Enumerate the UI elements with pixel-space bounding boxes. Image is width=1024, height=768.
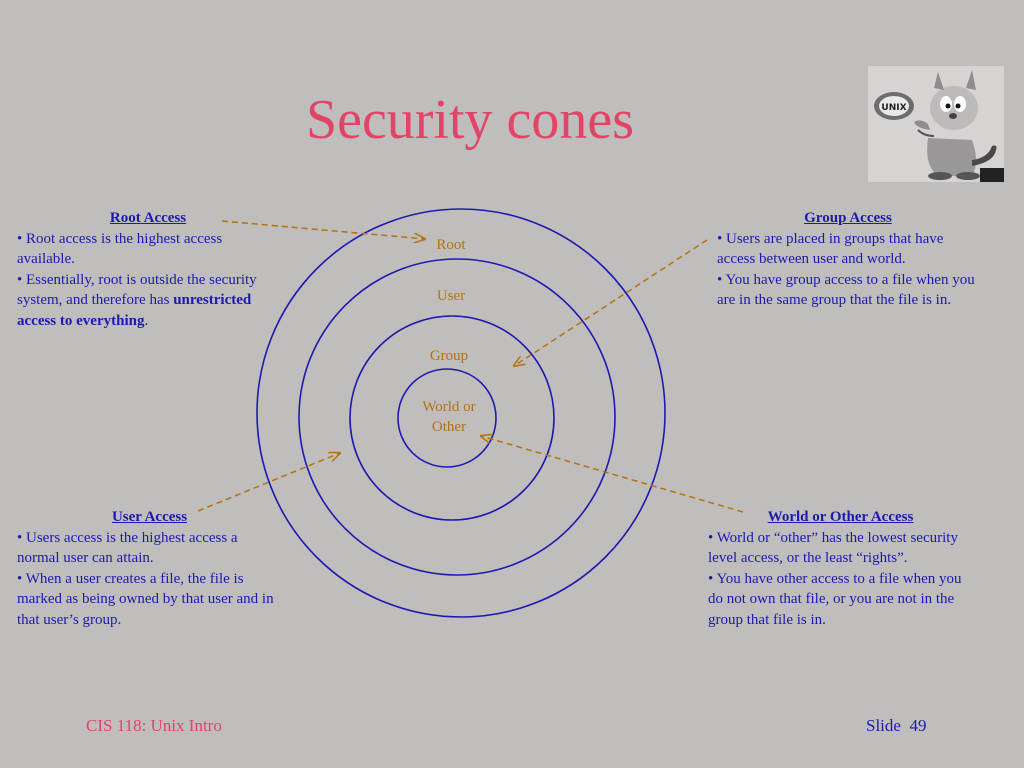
root-access-heading: Root Access [109,210,187,226]
root-access-description [17,208,279,331]
user-access-heading: User Access [111,509,188,525]
footer-course: CIS 118: Unix Intro [86,716,222,735]
world-access-heading: World or Other Access [767,509,914,525]
ring-user [299,259,615,575]
ring-label-world-line2: Other [431,419,467,435]
speech-bubble-text: UNIX [881,103,907,113]
ring-label-user: User [436,288,466,304]
user-access-bullet-1: • Users access is the highest access a normal user can attain. [17,529,238,566]
ring-label-group: Group [429,348,469,364]
group-access-description [717,208,979,311]
root-access-bullet-2-text: • Essentially, root is outside the security system, and therefore has [17,271,257,308]
footer-slide-label: Slide [866,716,901,735]
slide-title: Security cones [305,89,635,151]
root-access-emphasis: unrestricted access to everything [17,292,252,329]
arrow-group [514,240,707,366]
footer-slide-number [866,716,926,736]
world-access-bullet-2: • You have other access to a file when you do not own that file, or you are not in the group that file is in. [708,570,962,628]
ring-label-world-line1: World or [422,399,476,415]
root-access-bullet-2 [17,270,279,332]
ring-group [350,316,554,520]
group-access-bullet-1: • Users are placed in groups that have access between user and world. [717,230,944,267]
root-access-bullet-2-suffix: . [144,312,149,329]
root-access-bullet-1: • Root access is the highest access available. [17,230,223,267]
world-access-description [708,507,973,630]
ring-label-root: Root [436,237,466,253]
world-access-bullet-1: • World or “other” has the lowest security level access, or the least “rights”. [708,529,958,566]
group-access-bullet-2: • You have group access to a file when you are in the same group that the file is in. [717,271,975,308]
user-access-description [17,507,282,630]
group-access-heading: Group Access [804,210,892,226]
ring-world [398,369,496,467]
user-access-bullet-2: • When a user creates a file, the file is marked as being owned by that user and in that user’s group. [17,570,274,628]
footer-slide-value: 49 [909,716,927,735]
